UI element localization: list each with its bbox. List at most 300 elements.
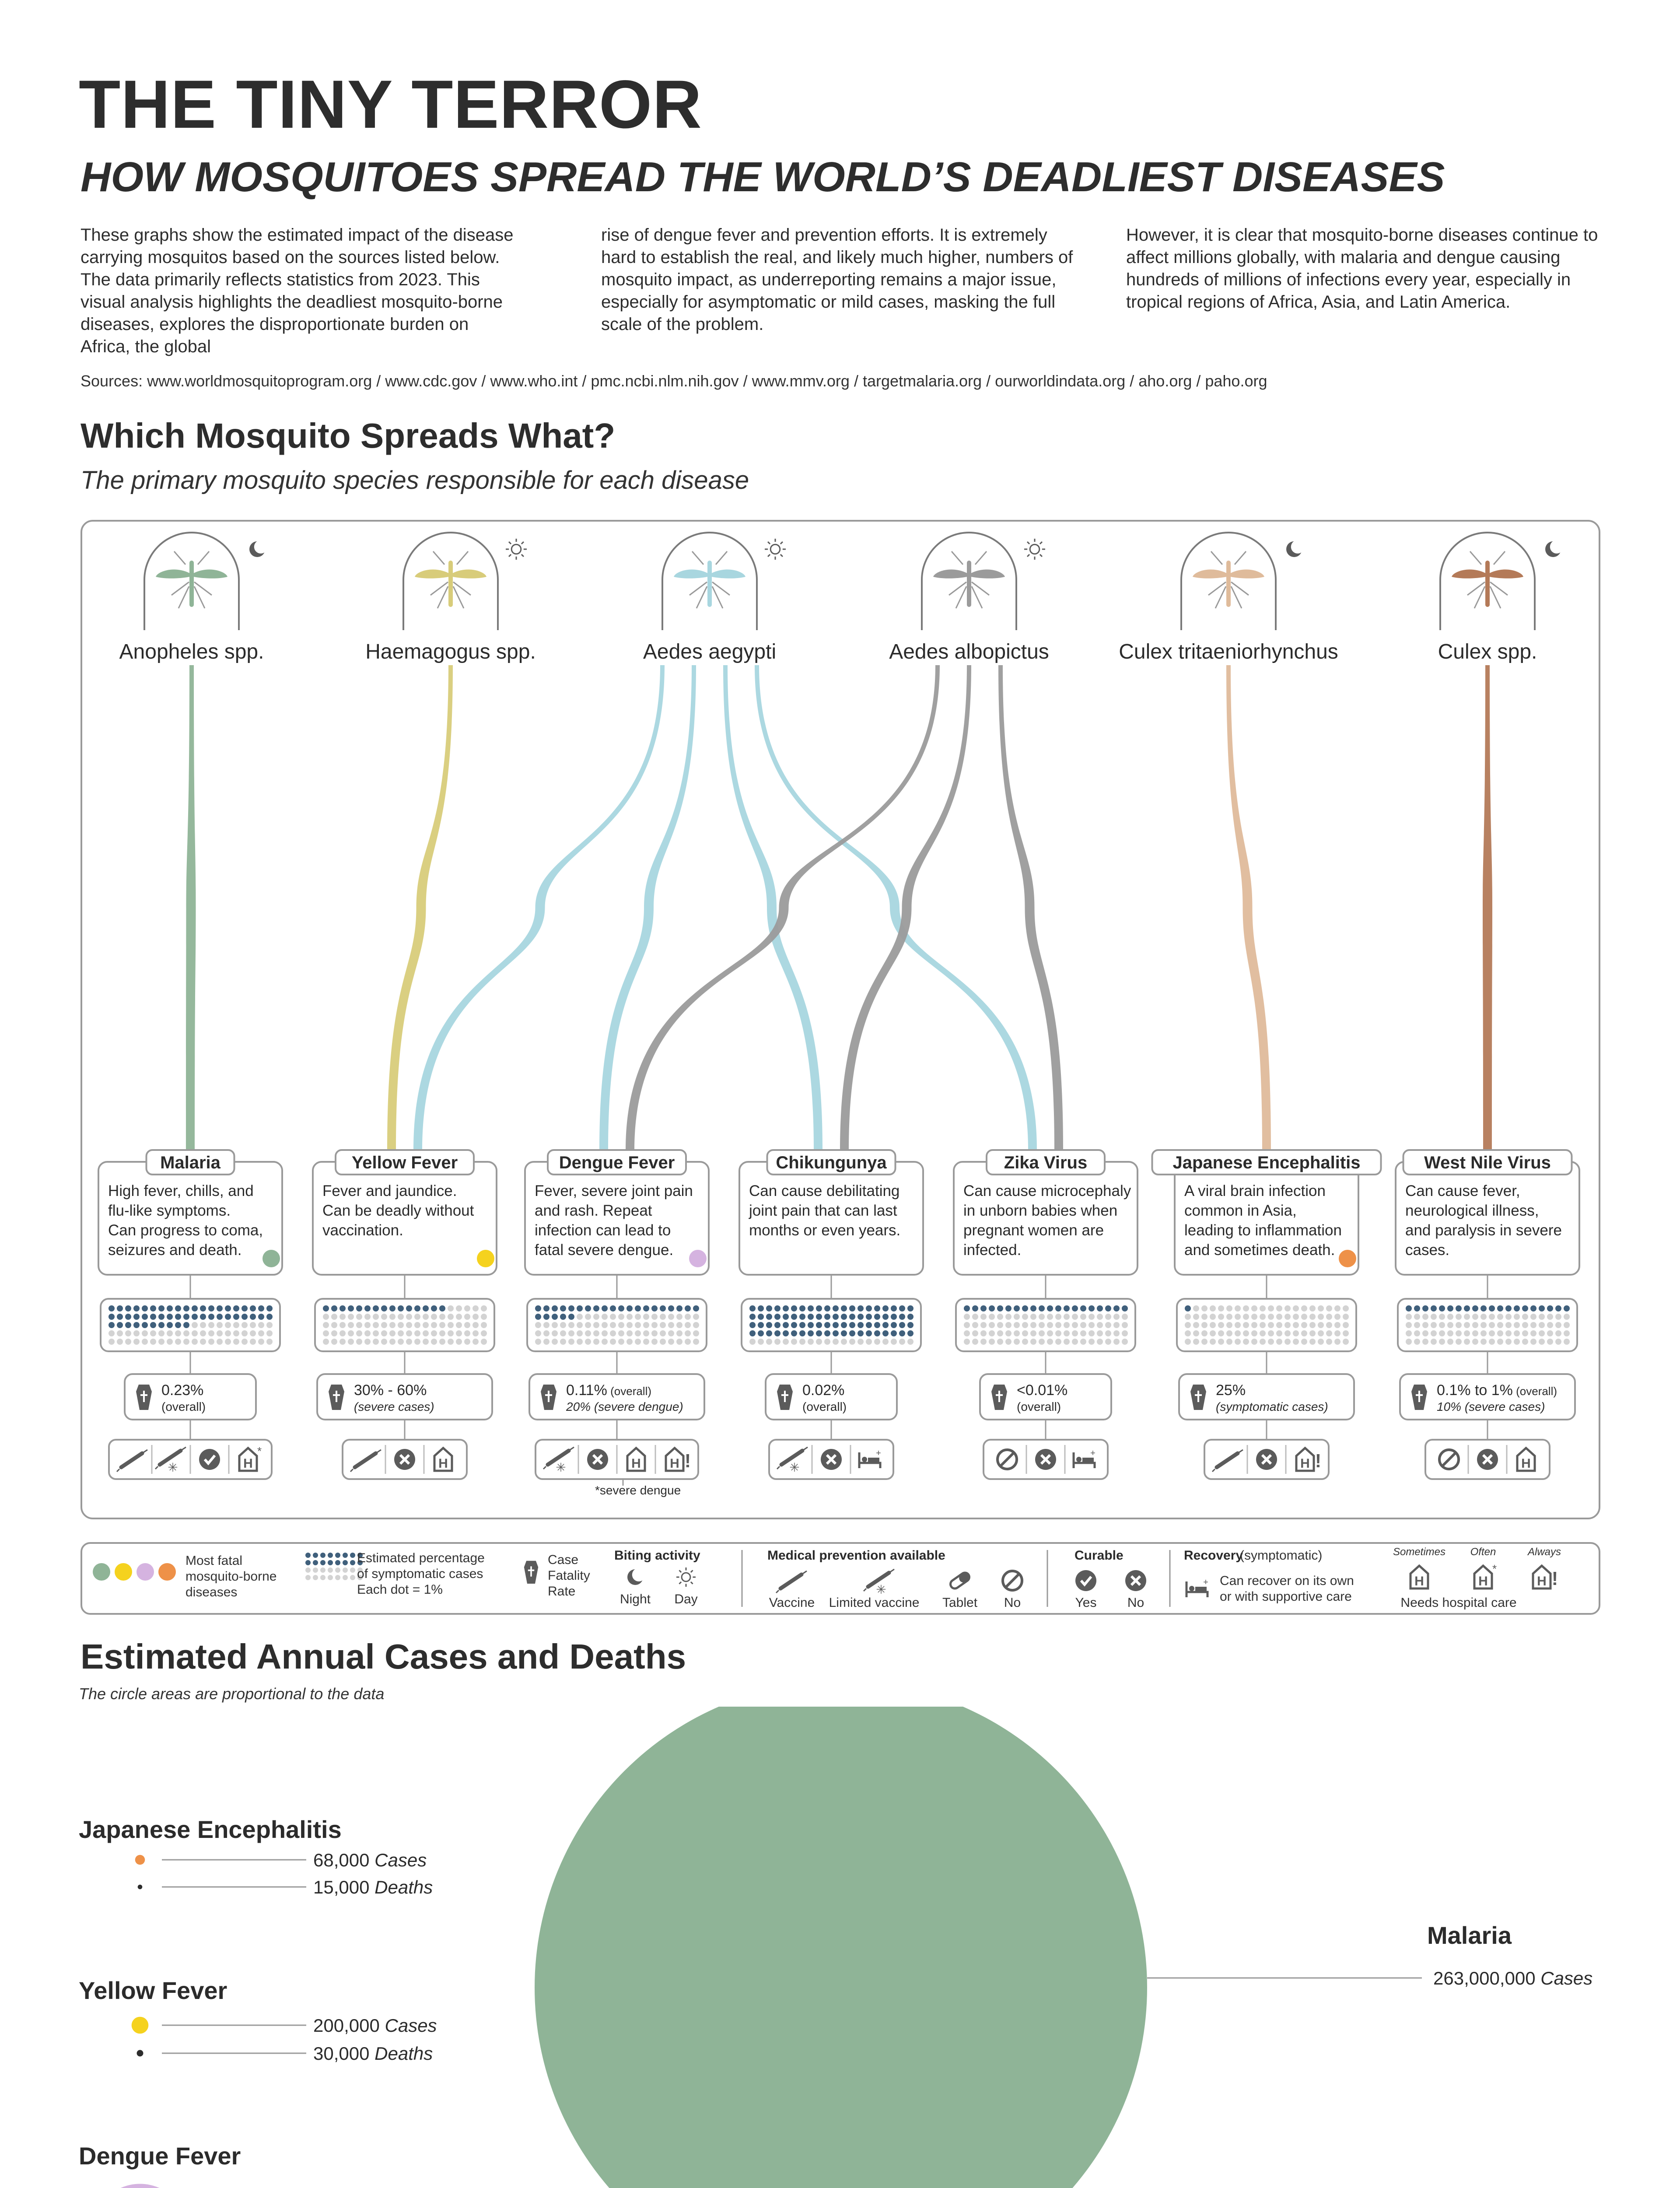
description-line: Can be deadly without (322, 1202, 474, 1219)
percent-dot (766, 1339, 772, 1345)
percent-dot (175, 1314, 181, 1320)
percent-dot (1276, 1339, 1282, 1345)
percent-dot (980, 1305, 987, 1311)
percent-dot (552, 1322, 558, 1328)
cases-bubble (535, 1707, 1147, 2188)
percent-dot (1064, 1339, 1070, 1345)
percent-dot (1447, 1330, 1453, 1336)
percent-dot (593, 1314, 599, 1320)
percent-dot (233, 1305, 239, 1311)
legend-dots-label: Each dot = 1% (357, 1582, 443, 1597)
percent-dot (882, 1314, 889, 1320)
percent-dot (1505, 1322, 1512, 1328)
percent-dot (997, 1330, 1003, 1336)
percent-dot (1472, 1314, 1478, 1320)
percent-dot (618, 1314, 624, 1320)
percent-dot (824, 1314, 830, 1320)
percent-dot (610, 1330, 616, 1336)
percent-dot (108, 1322, 115, 1328)
percent-dot (192, 1305, 198, 1311)
percent-dot (841, 1314, 847, 1320)
percent-dot (651, 1339, 658, 1345)
percent-dot (258, 1305, 264, 1311)
percent-dot (1301, 1339, 1307, 1345)
percent-dot (1406, 1330, 1412, 1336)
percent-dot (651, 1314, 658, 1320)
percent-dot (266, 1339, 273, 1345)
percent-dot (907, 1314, 914, 1320)
percent-dot (1022, 1322, 1028, 1328)
percent-dot (1276, 1314, 1282, 1320)
percent-dot (1497, 1330, 1503, 1336)
percent-dot (1226, 1305, 1232, 1311)
cfr-qualifier: (severe cases) (354, 1400, 434, 1413)
percent-dot (849, 1322, 855, 1328)
percent-dot (1218, 1339, 1224, 1345)
percent-dot (456, 1339, 462, 1345)
percent-dot (1514, 1305, 1520, 1311)
percent-dot (635, 1330, 641, 1336)
percent-dot (1530, 1322, 1536, 1328)
percent-dot (364, 1314, 371, 1320)
description-line: infected. (963, 1241, 1022, 1259)
percent-dot (1122, 1339, 1128, 1345)
percent-dot (543, 1322, 550, 1328)
percent-dot (758, 1314, 764, 1320)
percent-dot (125, 1322, 131, 1328)
percent-dot (167, 1339, 173, 1345)
percent-dot (1439, 1322, 1445, 1328)
percent-dot (200, 1330, 206, 1336)
percent-dot (1447, 1339, 1453, 1345)
percent-dot (643, 1330, 649, 1336)
description-line: pregnant women are (963, 1222, 1104, 1239)
percent-dot (1030, 1322, 1036, 1328)
species-culex-spp- (1438, 533, 1564, 663)
cases-word: Cases (385, 2015, 437, 2036)
percent-dot (133, 1339, 140, 1345)
percent-dot (1251, 1330, 1257, 1336)
percent-dot (858, 1314, 864, 1320)
percent-dot (1431, 1339, 1437, 1345)
percent-dot (602, 1314, 608, 1320)
percent-dot (749, 1305, 756, 1311)
cases-word: Cases (1540, 1968, 1593, 1988)
percent-dot (250, 1339, 256, 1345)
percent-dot (989, 1314, 995, 1320)
percent-dot (1193, 1322, 1199, 1328)
percent-dot (676, 1330, 682, 1336)
percent-dot (389, 1339, 396, 1345)
percent-dot (593, 1305, 599, 1311)
percent-dot (108, 1339, 115, 1345)
percent-dot (1334, 1322, 1340, 1328)
legend-dot (343, 1575, 348, 1580)
limited-vaccine-icon (864, 1569, 894, 1596)
series-name: Japanese Encephalitis (79, 1816, 342, 1843)
percent-dot (1414, 1339, 1420, 1345)
species-name: Culex tritaeniorhynchus (1119, 640, 1338, 663)
percent-dot (824, 1339, 830, 1345)
percent-dot (142, 1314, 148, 1320)
percent-dot (1080, 1330, 1086, 1336)
percent-dot (1022, 1330, 1028, 1336)
percent-dot (1047, 1305, 1053, 1311)
cases-bubble (92, 2184, 188, 2188)
percent-dot (643, 1339, 649, 1345)
percent-dot (266, 1330, 273, 1336)
percent-dot (1251, 1305, 1257, 1311)
percent-dot (1185, 1339, 1191, 1345)
percent-dot (1414, 1330, 1420, 1336)
percent-dot (791, 1339, 797, 1345)
percent-dot (577, 1322, 583, 1328)
percent-dot (964, 1305, 970, 1311)
percent-dot (858, 1305, 864, 1311)
percent-dot (602, 1330, 608, 1336)
most-fatal-dot (689, 1250, 707, 1267)
cfr-value: 0.11% (overall) (566, 1382, 652, 1399)
percent-dot (1334, 1330, 1340, 1336)
legend-hospital: Needs hospital care (1400, 1595, 1517, 1610)
cfr-qualifier: 10% (severe cases) (1437, 1400, 1545, 1413)
description-line: A viral brain infection (1184, 1182, 1326, 1199)
percent-dot (208, 1305, 214, 1311)
percent-dot (1088, 1339, 1095, 1345)
description-line: Can cause fever, (1405, 1182, 1520, 1199)
percent-dot (331, 1330, 337, 1336)
description-line: and rash. Repeat (535, 1202, 652, 1219)
svg-text:!: ! (684, 1450, 691, 1472)
percent-dot (225, 1314, 231, 1320)
percent-dot (1555, 1322, 1561, 1328)
legend-dot (328, 1567, 333, 1573)
percent-dot (1014, 1339, 1020, 1345)
percent-dot (618, 1330, 624, 1336)
percent-dot (610, 1339, 616, 1345)
percent-dot (841, 1305, 847, 1311)
percent-dot (1039, 1314, 1045, 1320)
percent-dot (331, 1305, 337, 1311)
svg-text:✳: ✳ (168, 1461, 178, 1474)
percent-dot (685, 1314, 691, 1320)
percent-dot (242, 1322, 248, 1328)
percent-dot (799, 1314, 805, 1320)
percent-dot (250, 1314, 256, 1320)
description-line: flu-like symptoms. (108, 1202, 231, 1219)
percent-dot (1064, 1322, 1070, 1328)
percent-dot (685, 1330, 691, 1336)
percent-dot (158, 1339, 164, 1345)
percent-dot (1514, 1314, 1520, 1320)
percent-dot (472, 1330, 479, 1336)
percent-dot (1284, 1314, 1291, 1320)
percent-dot (1105, 1305, 1111, 1311)
percent-dot (423, 1330, 429, 1336)
percent-dot (676, 1339, 682, 1345)
percent-dot (774, 1314, 780, 1320)
percent-dot (749, 1314, 756, 1320)
percent-dot (1301, 1305, 1307, 1311)
svg-text:✳: ✳ (556, 1461, 566, 1474)
percent-dot (258, 1330, 264, 1336)
percent-dot (1005, 1322, 1012, 1328)
percent-dot (331, 1314, 337, 1320)
percent-dot (980, 1339, 987, 1345)
percent-dot (1005, 1314, 1012, 1320)
percent-dot (133, 1330, 140, 1336)
percent-dot (439, 1330, 445, 1336)
percent-dot (858, 1330, 864, 1336)
percent-dot (552, 1330, 558, 1336)
percent-dot (381, 1314, 387, 1320)
legend-dot (335, 1575, 340, 1580)
percent-dot (1431, 1322, 1437, 1328)
percent-dot (233, 1330, 239, 1336)
cfr-note: (overall) (607, 1385, 652, 1398)
percent-dot (791, 1322, 797, 1328)
legend-biting-title: Biting activity (614, 1548, 700, 1563)
percent-dot (406, 1339, 412, 1345)
percent-dot (891, 1305, 897, 1311)
percent-dot (560, 1339, 566, 1345)
legend-dot (313, 1560, 318, 1565)
percent-dot (626, 1305, 633, 1311)
percent-dot (1047, 1322, 1053, 1328)
mosquito-icon (156, 551, 228, 608)
legend-dot (350, 1560, 355, 1565)
percent-dot (997, 1322, 1003, 1328)
cfr-qualifier: (overall) (802, 1400, 847, 1413)
percent-dot (972, 1314, 978, 1320)
percent-dot (1406, 1339, 1412, 1345)
percent-dot (799, 1322, 805, 1328)
percent-dot (874, 1339, 880, 1345)
day-sun-icon (765, 539, 786, 560)
percent-dot (1276, 1330, 1282, 1336)
percent-dot (183, 1305, 189, 1311)
percent-dot (323, 1339, 329, 1345)
percent-dot (1439, 1339, 1445, 1345)
percent-dot (560, 1322, 566, 1328)
percent-dot (635, 1314, 641, 1320)
percent-dot (1193, 1314, 1199, 1320)
percent-dot (1080, 1322, 1086, 1328)
percent-dot (1201, 1314, 1208, 1320)
svg-text:H: H (1478, 1574, 1488, 1588)
percent-dot (448, 1305, 454, 1311)
percent-dot (1064, 1305, 1070, 1311)
description-line: Can cause microcephaly (963, 1182, 1131, 1199)
percent-dot (439, 1322, 445, 1328)
percent-dot (626, 1339, 633, 1345)
percent-dot (398, 1330, 404, 1336)
percent-dot (858, 1322, 864, 1328)
percent-dot (192, 1314, 198, 1320)
percent-dot (1293, 1330, 1299, 1336)
legend-dot (350, 1553, 355, 1558)
percent-dot (1539, 1305, 1545, 1311)
percent-dot (1047, 1330, 1053, 1336)
percent-dot (1489, 1314, 1495, 1320)
percent-dot (183, 1339, 189, 1345)
percent-dot (1309, 1330, 1316, 1336)
percent-dot (1055, 1322, 1061, 1328)
percent-dot (389, 1322, 396, 1328)
legend-dot (313, 1553, 318, 1558)
percent-dot (685, 1305, 691, 1311)
percent-dot (585, 1339, 591, 1345)
percent-dot (472, 1322, 479, 1328)
percent-dot (389, 1314, 396, 1320)
percent-dot (808, 1339, 814, 1345)
percent-dot (1447, 1322, 1453, 1328)
percent-dot (200, 1305, 206, 1311)
percent-dot (1489, 1330, 1495, 1336)
percent-dot (340, 1330, 346, 1336)
disease-chikungunya (739, 1150, 923, 1479)
percent-dot (766, 1305, 772, 1311)
percent-dot (1472, 1305, 1478, 1311)
percent-dot (183, 1314, 189, 1320)
percent-dot (456, 1305, 462, 1311)
disease-name: West Nile Virus (1424, 1153, 1551, 1172)
curable-no-icon (821, 1449, 842, 1470)
percent-dot (1522, 1330, 1528, 1336)
percent-dot (685, 1322, 691, 1328)
percent-dot (1030, 1339, 1036, 1345)
most-fatal-dot (262, 1250, 280, 1267)
species-name: Aedes aegypti (643, 640, 777, 663)
percent-dot (1105, 1314, 1111, 1320)
percent-dot (618, 1339, 624, 1345)
percent-dot (585, 1314, 591, 1320)
percent-dot (693, 1330, 699, 1336)
percent-dot (1564, 1305, 1570, 1311)
disease-name: Chikungunya (776, 1153, 887, 1172)
percent-dot (423, 1322, 429, 1328)
percent-dot (635, 1322, 641, 1328)
percent-dot (414, 1314, 420, 1320)
percent-dot (406, 1330, 412, 1336)
percent-dot (142, 1305, 148, 1311)
legend-dot (328, 1560, 333, 1565)
svg-text:H: H (243, 1456, 253, 1471)
percent-dot (964, 1330, 970, 1336)
percent-dot (448, 1322, 454, 1328)
percent-dot (972, 1322, 978, 1328)
mosquito-icon (415, 551, 486, 608)
percent-dot (1522, 1339, 1528, 1345)
percent-dot (964, 1314, 970, 1320)
percent-dot (1022, 1314, 1028, 1320)
link-aedes-aegypti-to-yellow-fever (413, 665, 665, 1150)
percent-dot (414, 1305, 420, 1311)
percent-dot (552, 1305, 558, 1311)
percent-dot (660, 1339, 666, 1345)
percent-dot (356, 1305, 362, 1311)
percent-dot (414, 1330, 420, 1336)
curable-no-icon (587, 1449, 608, 1470)
percent-dot (535, 1314, 541, 1320)
percent-dot (560, 1330, 566, 1336)
percent-dot (1334, 1305, 1340, 1311)
percent-dot (1480, 1330, 1487, 1336)
percent-dot (1097, 1330, 1103, 1336)
percent-dot (1497, 1305, 1503, 1311)
percent-dot (668, 1330, 674, 1336)
percent-dot (1293, 1305, 1299, 1311)
percent-dot (167, 1305, 173, 1311)
description-line: joint pain that can last (749, 1202, 897, 1219)
percent-dot (1284, 1305, 1291, 1311)
percent-dot (217, 1314, 223, 1320)
percent-dot (989, 1305, 995, 1311)
percent-dot (1539, 1330, 1545, 1336)
percent-dot (560, 1305, 566, 1311)
species-culex-tritaeniorhynchus (1119, 533, 1338, 663)
page-subtitle: HOW MOSQUITOES SPREAD THE WORLD’S DEADLIEST DISEASES (80, 154, 1445, 200)
percent-dot (964, 1339, 970, 1345)
percent-dot (783, 1305, 789, 1311)
percent-dot (610, 1322, 616, 1328)
legend-dots-label: Estimated percentage (357, 1551, 485, 1565)
legend (80, 1542, 1600, 1615)
percent-dot (225, 1330, 231, 1336)
percent-dot (1088, 1305, 1095, 1311)
legend-prevention-title: Medical prevention available (767, 1548, 945, 1563)
percent-dot (1218, 1314, 1224, 1320)
percent-dot (340, 1339, 346, 1345)
percent-dot (758, 1305, 764, 1311)
percent-dot (373, 1339, 379, 1345)
legend-no-prevention: No (1004, 1595, 1021, 1610)
percent-dot (1497, 1314, 1503, 1320)
percent-dot (1564, 1339, 1570, 1345)
percent-dot (635, 1305, 641, 1311)
percent-dot (668, 1322, 674, 1328)
percent-dot (693, 1339, 699, 1345)
percent-dot (1326, 1339, 1332, 1345)
percent-dot (1185, 1330, 1191, 1336)
percent-dot (242, 1339, 248, 1345)
legend-cfr-label: Rate (548, 1584, 576, 1599)
percent-dot (117, 1314, 123, 1320)
cfr-qualifier: (overall) (161, 1400, 206, 1413)
percent-dot (1480, 1314, 1487, 1320)
svg-text:✳: ✳ (876, 1583, 886, 1596)
percent-dot (150, 1339, 156, 1345)
legend-cfr-label: Case (548, 1553, 579, 1567)
percent-dot (1472, 1330, 1478, 1336)
percent-dot (1243, 1339, 1249, 1345)
percent-dot (1218, 1330, 1224, 1336)
percent-dot (1343, 1330, 1349, 1336)
percent-dot (560, 1314, 566, 1320)
percent-dot (414, 1322, 420, 1328)
percent-dot (577, 1305, 583, 1311)
deaths-word: Deaths (374, 2043, 433, 2064)
percent-dot (150, 1330, 156, 1336)
percent-dot (1464, 1322, 1470, 1328)
percent-dot (1122, 1314, 1128, 1320)
deaths-bubble (137, 2050, 144, 2057)
percent-dot (208, 1322, 214, 1328)
link-aedes-aegypti-to-dengue-fever (599, 665, 696, 1150)
percent-dot (225, 1322, 231, 1328)
percent-dot (626, 1330, 633, 1336)
percent-dot (626, 1322, 633, 1328)
